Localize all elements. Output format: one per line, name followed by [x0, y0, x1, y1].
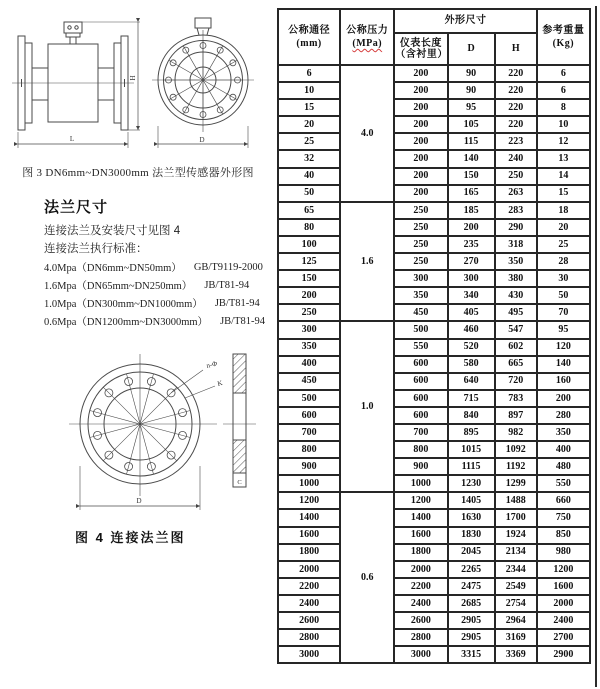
cell-pressure: 1.0 — [340, 321, 394, 492]
cell-length: 200 — [394, 99, 447, 116]
table-row — [278, 544, 590, 561]
cell-h: 665 — [495, 356, 537, 373]
table-row — [278, 270, 590, 287]
fig3-dim-label-l: L — [69, 135, 75, 143]
header-instrument-length: 仪表长度 （含衬里） — [394, 33, 447, 65]
cell-weight: 280 — [537, 407, 590, 424]
cell-weight: 1200 — [537, 561, 590, 578]
cell-weight: 160 — [537, 373, 590, 390]
cell-length: 1800 — [394, 544, 447, 561]
cell-h: 3369 — [495, 646, 537, 663]
cell-diameter: 2400 — [278, 595, 340, 612]
cell-length: 450 — [394, 304, 447, 321]
table-row — [278, 321, 590, 338]
cell-length: 600 — [394, 373, 447, 390]
cell-weight: 28 — [537, 253, 590, 270]
cell-diameter: 125 — [278, 253, 340, 270]
fig4-bolt-circle-label: K — [216, 378, 224, 388]
cell-diameter: 250 — [278, 304, 340, 321]
fig4-bolt-count-label: n-Φ — [205, 359, 219, 370]
cell-diameter: 15 — [278, 99, 340, 116]
table-row — [278, 646, 590, 663]
cell-weight: 15 — [537, 185, 590, 202]
cell-d: 2265 — [448, 561, 495, 578]
header-reference-weight: 参考重量 (Kg) — [537, 9, 590, 65]
cell-h: 2964 — [495, 612, 537, 629]
cell-length: 900 — [394, 458, 447, 475]
cell-pressure: 4.0 — [340, 65, 394, 202]
cell-weight: 30 — [537, 270, 590, 287]
cell-h: 783 — [495, 390, 537, 407]
cell-h: 1924 — [495, 527, 537, 544]
cell-diameter: 65 — [278, 202, 340, 219]
cell-d: 2905 — [448, 629, 495, 646]
cell-h: 283 — [495, 202, 537, 219]
header-outer-dimensions: 外形尺寸 — [394, 9, 536, 33]
table-row — [278, 116, 590, 133]
cell-diameter: 200 — [278, 287, 340, 304]
cell-d: 2905 — [448, 612, 495, 629]
header-d: D — [448, 33, 495, 65]
cell-h: 220 — [495, 99, 537, 116]
cell-diameter: 150 — [278, 270, 340, 287]
cell-weight: 6 — [537, 65, 590, 82]
standard-range: 1.6Mpa（DN65mm~DN250mm） — [44, 280, 193, 292]
cell-weight: 660 — [537, 492, 590, 509]
standard-code: JB/T81-94 — [214, 297, 260, 309]
cell-weight: 25 — [537, 236, 590, 253]
cell-weight: 50 — [537, 287, 590, 304]
table-row — [278, 629, 590, 646]
cell-weight: 70 — [537, 304, 590, 321]
standard-line — [44, 294, 272, 312]
cell-h: 2549 — [495, 578, 537, 595]
table-row — [278, 168, 590, 185]
table-row — [278, 339, 590, 356]
flange-note-line2: 连接法兰执行标准： — [44, 243, 148, 255]
cell-weight: 2900 — [537, 646, 590, 663]
cell-diameter: 500 — [278, 390, 340, 407]
cell-h: 263 — [495, 185, 537, 202]
cell-length: 250 — [394, 202, 447, 219]
cell-h: 1488 — [495, 492, 537, 509]
cell-length: 200 — [394, 185, 447, 202]
cell-weight: 1600 — [537, 578, 590, 595]
cell-d: 300 — [448, 270, 495, 287]
table-row — [278, 373, 590, 390]
standard-range: 1.0Mpa（DN300mm~DN1000mm） — [44, 298, 203, 310]
cell-weight: 14 — [537, 168, 590, 185]
cell-weight: 6 — [537, 82, 590, 99]
table-row — [278, 492, 590, 509]
table-row — [278, 65, 590, 82]
cell-length: 600 — [394, 390, 447, 407]
cell-h: 240 — [495, 150, 537, 167]
cell-h: 602 — [495, 339, 537, 356]
standard-range: 0.6Mpa（DN1200mm~DN3000mm） — [44, 316, 209, 328]
cell-d: 405 — [448, 304, 495, 321]
flange-table-body — [278, 65, 590, 663]
cell-h: 1299 — [495, 475, 537, 492]
cell-d: 2475 — [448, 578, 495, 595]
cell-d: 3315 — [448, 646, 495, 663]
table-row — [278, 304, 590, 321]
header-h: H — [495, 33, 537, 65]
cell-d: 165 — [448, 185, 495, 202]
cell-d: 185 — [448, 202, 495, 219]
cell-d: 105 — [448, 116, 495, 133]
cell-d: 200 — [448, 219, 495, 236]
header-nominal-pressure: 公称压力 (MPa) — [340, 9, 394, 65]
cell-d: 460 — [448, 321, 495, 338]
cell-diameter: 350 — [278, 339, 340, 356]
cell-length: 1600 — [394, 527, 447, 544]
cell-d: 90 — [448, 82, 495, 99]
cell-h: 318 — [495, 236, 537, 253]
cell-d: 340 — [448, 287, 495, 304]
cell-h: 2754 — [495, 595, 537, 612]
cell-pressure: 0.6 — [340, 492, 394, 663]
cell-length: 250 — [394, 236, 447, 253]
cell-weight: 95 — [537, 321, 590, 338]
standard-code: GB/T9119-2000 — [193, 261, 263, 273]
table-row — [278, 475, 590, 492]
cell-h: 3169 — [495, 629, 537, 646]
table-row — [278, 150, 590, 167]
cell-diameter: 1400 — [278, 509, 340, 526]
cell-diameter: 2200 — [278, 578, 340, 595]
cell-diameter: 450 — [278, 373, 340, 390]
cell-length: 3000 — [394, 646, 447, 663]
cell-weight: 750 — [537, 509, 590, 526]
cell-length: 2000 — [394, 561, 447, 578]
cell-d: 150 — [448, 168, 495, 185]
cell-weight: 120 — [537, 339, 590, 356]
cell-d: 640 — [448, 373, 495, 390]
cell-diameter: 10 — [278, 82, 340, 99]
cell-h: 2134 — [495, 544, 537, 561]
table-row — [278, 578, 590, 595]
cell-h: 250 — [495, 168, 537, 185]
cell-pressure: 1.6 — [340, 202, 394, 322]
cell-h: 350 — [495, 253, 537, 270]
cell-diameter: 40 — [278, 168, 340, 185]
cell-length: 800 — [394, 441, 447, 458]
table-row — [278, 509, 590, 526]
cell-h: 1092 — [495, 441, 537, 458]
cell-diameter: 1800 — [278, 544, 340, 561]
table-row — [278, 219, 590, 236]
cell-h: 982 — [495, 424, 537, 441]
cell-h: 380 — [495, 270, 537, 287]
cell-h: 220 — [495, 65, 537, 82]
fig4-thickness-label-c: C — [237, 479, 242, 486]
cell-d: 715 — [448, 390, 495, 407]
cell-length: 2400 — [394, 595, 447, 612]
table-row — [278, 612, 590, 629]
cell-weight: 10 — [537, 116, 590, 133]
cell-h: 1192 — [495, 458, 537, 475]
section-title-flange-dimensions: 法兰尺寸 — [44, 199, 109, 216]
table-row — [278, 287, 590, 304]
cell-d: 895 — [448, 424, 495, 441]
cell-diameter: 32 — [278, 150, 340, 167]
cell-length: 200 — [394, 116, 447, 133]
cell-h: 495 — [495, 304, 537, 321]
cell-weight: 200 — [537, 390, 590, 407]
table-row — [278, 527, 590, 544]
cell-length: 200 — [394, 133, 447, 150]
cell-diameter: 1200 — [278, 492, 340, 509]
cell-length: 1400 — [394, 509, 447, 526]
page-edge-line — [595, 6, 597, 687]
cell-weight: 2400 — [537, 612, 590, 629]
cell-weight: 550 — [537, 475, 590, 492]
cell-h: 290 — [495, 219, 537, 236]
cell-diameter: 2800 — [278, 629, 340, 646]
cell-length: 200 — [394, 82, 447, 99]
flange-note-line1: 连接法兰及安装尺寸见图 4 — [44, 225, 181, 237]
cell-weight: 140 — [537, 356, 590, 373]
cell-weight: 2000 — [537, 595, 590, 612]
cell-length: 1000 — [394, 475, 447, 492]
cell-length: 700 — [394, 424, 447, 441]
flange-standards-list — [44, 258, 272, 330]
table-row — [278, 253, 590, 270]
cell-h: 2344 — [495, 561, 537, 578]
cell-d: 2685 — [448, 595, 495, 612]
cell-length: 1200 — [394, 492, 447, 509]
cell-diameter: 600 — [278, 407, 340, 424]
cell-weight: 12 — [537, 133, 590, 150]
table-row — [278, 458, 590, 475]
cell-d: 95 — [448, 99, 495, 116]
cell-d: 1015 — [448, 441, 495, 458]
fig3-dim-label-h: H — [129, 75, 137, 81]
cell-diameter: 900 — [278, 458, 340, 475]
table-row — [278, 595, 590, 612]
cell-d: 1230 — [448, 475, 495, 492]
table-row — [278, 82, 590, 99]
cell-h: 897 — [495, 407, 537, 424]
figure3-sensor-outline-drawing — [8, 16, 270, 164]
table-row — [278, 236, 590, 253]
cell-h: 220 — [495, 82, 537, 99]
cell-length: 2600 — [394, 612, 447, 629]
cell-diameter: 700 — [278, 424, 340, 441]
cell-length: 600 — [394, 407, 447, 424]
flange-dimension-table-container — [277, 8, 591, 664]
table-row — [278, 99, 590, 116]
table-row — [278, 561, 590, 578]
standard-line — [44, 276, 272, 294]
cell-weight: 2700 — [537, 629, 590, 646]
cell-length: 200 — [394, 65, 447, 82]
cell-length: 350 — [394, 287, 447, 304]
table-row — [278, 407, 590, 424]
cell-length: 250 — [394, 219, 447, 236]
cell-d: 115 — [448, 133, 495, 150]
cell-h: 720 — [495, 373, 537, 390]
header-nominal-diameter: 公称通径 (mm) — [278, 9, 340, 65]
cell-length: 200 — [394, 150, 447, 167]
cell-diameter: 3000 — [278, 646, 340, 663]
cell-weight: 850 — [537, 527, 590, 544]
cell-weight: 980 — [537, 544, 590, 561]
cell-length: 600 — [394, 356, 447, 373]
table-row — [278, 133, 590, 150]
cell-d: 270 — [448, 253, 495, 270]
cell-h: 547 — [495, 321, 537, 338]
cell-diameter: 20 — [278, 116, 340, 133]
cell-d: 840 — [448, 407, 495, 424]
cell-weight: 480 — [537, 458, 590, 475]
cell-d: 1405 — [448, 492, 495, 509]
cell-h: 220 — [495, 116, 537, 133]
cell-d: 235 — [448, 236, 495, 253]
figure4-connection-flange-drawing — [55, 346, 260, 522]
cell-d: 140 — [448, 150, 495, 167]
cell-d: 1115 — [448, 458, 495, 475]
cell-h: 430 — [495, 287, 537, 304]
figure4-caption: 图 4 连接法兰图 — [75, 530, 186, 545]
cell-d: 90 — [448, 65, 495, 82]
cell-d: 1630 — [448, 509, 495, 526]
table-row — [278, 390, 590, 407]
standard-line — [44, 258, 272, 276]
cell-diameter: 300 — [278, 321, 340, 338]
cell-weight: 13 — [537, 150, 590, 167]
table-row — [278, 441, 590, 458]
cell-length: 250 — [394, 253, 447, 270]
cell-length: 2200 — [394, 578, 447, 595]
table-row — [278, 185, 590, 202]
standard-code: JB/T81-94 — [220, 315, 265, 327]
fig3-dim-label-d: D — [199, 136, 205, 144]
cell-diameter: 2000 — [278, 561, 340, 578]
cell-length: 550 — [394, 339, 447, 356]
cell-weight: 18 — [537, 202, 590, 219]
cell-length: 300 — [394, 270, 447, 287]
standard-line — [44, 312, 272, 330]
table-row — [278, 356, 590, 373]
standard-code: JB/T81-94 — [204, 279, 250, 291]
flange-dimension-table — [277, 8, 591, 664]
cell-length: 200 — [394, 168, 447, 185]
standard-range: 4.0Mpa（DN6mm~DN50mm） — [44, 262, 182, 274]
cell-diameter: 1000 — [278, 475, 340, 492]
fig4-dim-label-d: D — [136, 497, 142, 505]
cell-d: 520 — [448, 339, 495, 356]
figure3-caption: 图 3 DN6mm~DN3000mm 法兰型传感器外形图 — [22, 167, 254, 179]
cell-diameter: 800 — [278, 441, 340, 458]
cell-weight: 8 — [537, 99, 590, 116]
cell-weight: 400 — [537, 441, 590, 458]
cell-diameter: 25 — [278, 133, 340, 150]
cell-h: 1700 — [495, 509, 537, 526]
cell-diameter: 50 — [278, 185, 340, 202]
cell-diameter: 100 — [278, 236, 340, 253]
table-row — [278, 202, 590, 219]
cell-length: 500 — [394, 321, 447, 338]
cell-length: 2800 — [394, 629, 447, 646]
cell-h: 223 — [495, 133, 537, 150]
cell-d: 2045 — [448, 544, 495, 561]
cell-diameter: 2600 — [278, 612, 340, 629]
cell-diameter: 6 — [278, 65, 340, 82]
table-row — [278, 424, 590, 441]
cell-diameter: 400 — [278, 356, 340, 373]
cell-d: 1830 — [448, 527, 495, 544]
cell-diameter: 1600 — [278, 527, 340, 544]
cell-diameter: 80 — [278, 219, 340, 236]
cell-d: 580 — [448, 356, 495, 373]
cell-weight: 20 — [537, 219, 590, 236]
cell-weight: 350 — [537, 424, 590, 441]
